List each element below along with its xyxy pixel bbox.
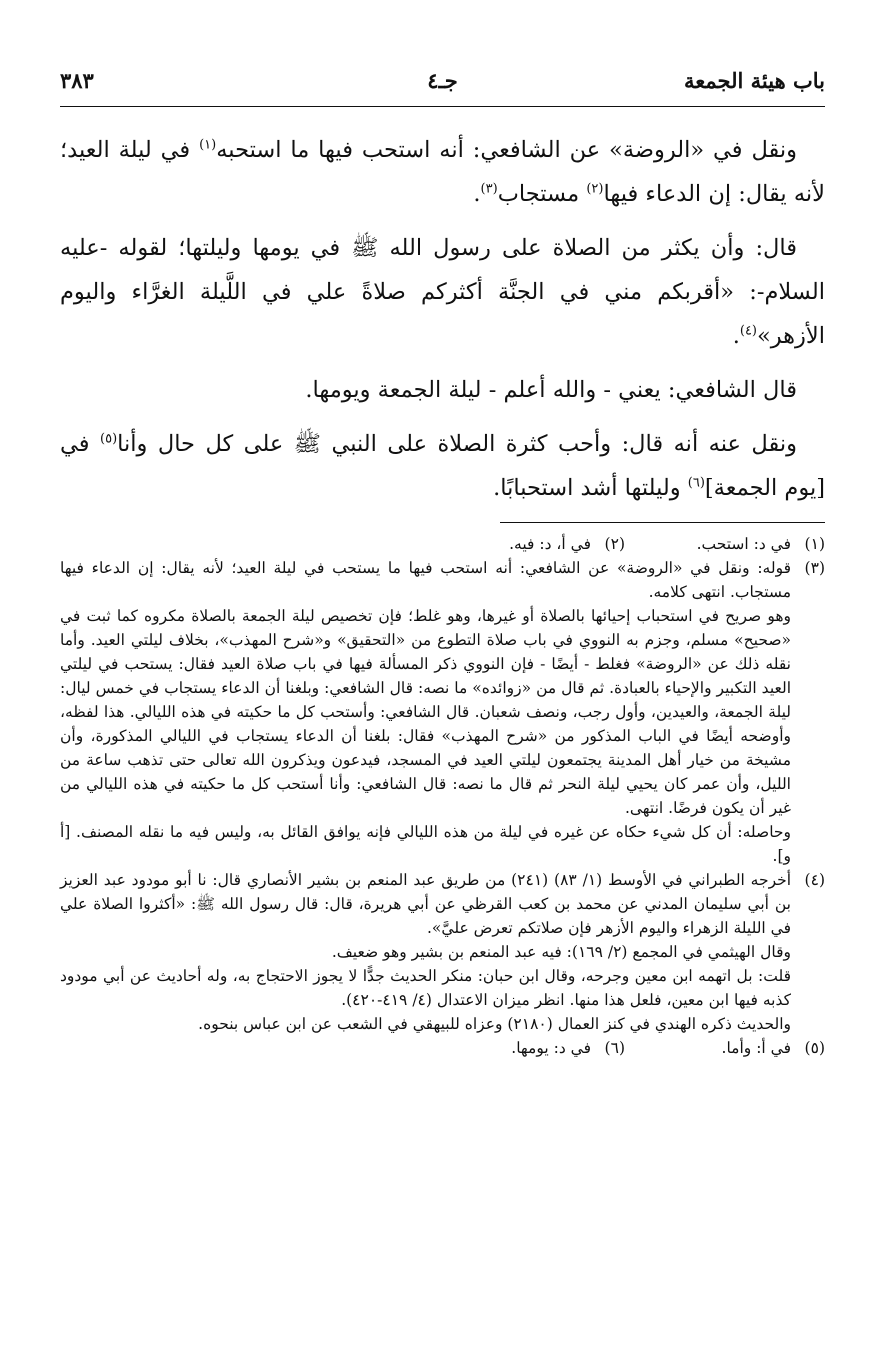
paragraph-text: .	[473, 181, 481, 207]
paragraph-text: مستجاب	[497, 181, 587, 207]
footnotes	[60, 532, 825, 1060]
main-text	[60, 128, 825, 520]
paragraph-text: قال: وأن يكثر من الصلاة على رسول الله ﷺ في يومها وليلتها؛ لقوله -عليه السلام-: «أقربكم مني في الجنَّة أكثركم صلاةً علي في اللَّيلة الغرَّاء واليوم الأزهر»	[60, 235, 825, 349]
paragraph-text: في ليلة العيد؛ لأنه يقال: إن الدعاء فيها	[60, 137, 825, 207]
main-paragraph	[60, 368, 825, 412]
footnote-2	[509, 532, 625, 556]
footnote-1	[625, 532, 825, 556]
volume-label: جـ٤	[427, 68, 458, 93]
footnote-paragraph: وهو صريح في استحباب إحيائها بالصلاة أو غيرها، وهو غلط؛ فإن تخصيص ليلة الجمعة بالصلاة مكروه كما ثبت في «صحيح» مسلم، وجزم به النووي في باب صلاة التطوع من «التحقيق» و«شرح المهذب»، بخلاف ليلتي العيد. وأما نقله ذلك عن «الروضة» فغلط - أيضًا - فإن النووي ذكر المسألة فيها في باب صلاة العيد فقال: يستحب في ليلتي العيد التكبير والإحياء بالعبادة. ثم قال من «زوائده» ما نصه: قال الشافعي: وبلغنا أن الدعاء يستجاب في خمس ليال: ليلة الجمعة، والعيدين، وأول رجب، ونصف شعبان. قال الشافعي: وأستحب كل ما حكيته في هذه الليالي. هذا لفظه، وأوضحه أيضًا في الباب المذكور من «شرح المهذب» فقال: بلغنا أن الدعاء يستجاب في الليالي المذكورة، وأن مشيخة من خيار أهل المدينة يجتمعون ليلتي العيد في المسجد، فيدعون ويذكرون الله تعالى حتى تذهب ساعة من الليل، وأن عمر كان يحيي ليلة النحر ثم قال ما نصه: قال الشافعي: وأنا أستحب كل ما حكيته في هذه الليالي من غير أن يكون فرضًا. انتهى.	[60, 607, 791, 817]
footnote-paragraph: والحديث ذكره الهندي في كنز العمال (٢١٨٠) وعزاه للبيهقي في الشعب عن ابن عباس بنحوه.	[198, 1015, 791, 1033]
footnote-paragraph: وقال الهيثمي في المجمع (٢/ ١٦٩): فيه عبد المنعم بن بشير وهو ضعيف.	[331, 943, 791, 961]
paragraph-text: في [يوم الجمعة]	[60, 431, 825, 501]
main-paragraph	[60, 226, 825, 358]
footnote-marker: (٦)	[687, 475, 705, 491]
footnote-number: (٤)	[804, 871, 825, 889]
header-rule	[60, 106, 825, 107]
running-header	[60, 68, 825, 102]
main-paragraph	[60, 422, 825, 510]
footnote-number: (١)	[804, 535, 825, 553]
footnote-text: في د: استحب.	[696, 535, 791, 553]
footnote-marker: (٥)	[100, 431, 118, 447]
footnote-5	[625, 1036, 825, 1060]
chapter-title: باب هيئة الجمعة	[684, 68, 825, 93]
footnote-marker: (١)	[199, 137, 217, 153]
footnote-text: في أ، د: فيه.	[509, 535, 591, 553]
footnote-paragraph: قوله: ونقل في «الروضة» عن الشافعي: أنه استحب فيها ما يستحب في ليلة العيد؛ لأنه يقال: إن الدعاء فيها مستجاب. انتهى كلامه.	[60, 559, 791, 601]
paragraph-text: .	[732, 323, 740, 349]
paragraph-text: قال الشافعي: يعني - والله أعلم - ليلة الجمعة ويومها.	[305, 377, 797, 403]
footnote-text: في د: يومها.	[511, 1039, 591, 1057]
page-number: ٣٨٣	[60, 68, 94, 93]
footnote-row	[60, 1036, 825, 1060]
footnote-number: (٣)	[804, 559, 825, 577]
main-paragraph	[60, 128, 825, 216]
footnote-separator	[500, 522, 825, 523]
footnote-number: (٥)	[804, 1039, 825, 1057]
footnote-4	[60, 868, 825, 1036]
footnote-number: (٦)	[604, 1039, 625, 1057]
footnote-3	[60, 556, 825, 868]
paragraph-text: ونقل عنه أنه قال: وأحب كثرة الصلاة على النبي ﷺ على كل حال وأنا	[117, 431, 797, 457]
footnote-marker: (٣)	[480, 181, 498, 197]
footnote-paragraph: قلت: بل اتهمه ابن معين وجرحه، وقال ابن حبان: منكر الحديث جدًّا لا يجوز الاحتجاج به، وله أحاديث عن أبي مودود كذبه فيها ابن معين، فلعل هذا منها. انظر ميزان الاعتدال (٤/ ٤١٩-٤٢٠).	[60, 967, 791, 1009]
footnote-row	[60, 532, 825, 556]
paragraph-text: ونقل في «الروضة» عن الشافعي: أنه استحب فيها ما استحبه	[216, 137, 797, 163]
footnote-marker: (٤)	[739, 323, 757, 339]
footnote-text: في أ: وأما.	[721, 1039, 791, 1057]
footnote-marker: (٢)	[586, 181, 604, 197]
footnote-number: (٢)	[604, 535, 625, 553]
footnote-paragraph: أخرجه الطبراني في الأوسط (١/ ٨٣) (٢٤١) من طريق عبد المنعم بن بشير الأنصاري قال: نا أبو مودود عبد العزيز بن أبي سليمان المدني عن محمد بن كعب القرظي عن أبي هريرة، قال: قال رسول الله ﷺ: «أكثروا الصلاة علي في الليلة الزهراء واليوم الأزهر فإن صلاتكم تعرض عليَّ».	[60, 871, 792, 937]
paragraph-text: وليلتها أشد استحبابًا.	[493, 475, 688, 501]
footnote-paragraph: وحاصله: أن كل شيء حكاه عن غيره في ليلة من هذه الليالي فإنه يوافق القائل به، وليس فيه ما نقله المصنف. [أ و].	[60, 823, 791, 865]
footnote-6	[511, 1036, 625, 1060]
